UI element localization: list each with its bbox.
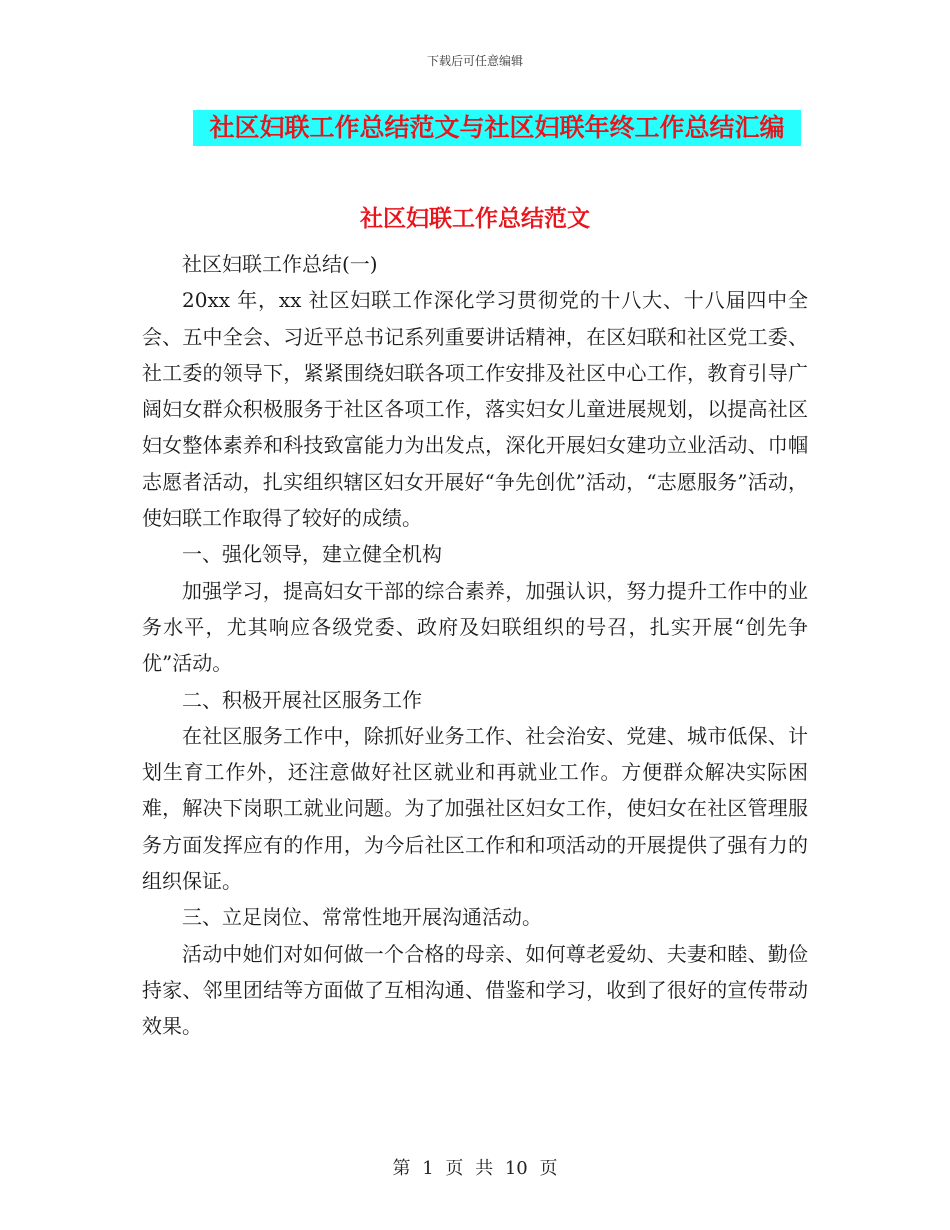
- page-footer: 第 1 页 共 10 页: [392, 1158, 558, 1179]
- paragraph: 活动中她们对如何做一个合格的母亲、如何尊老爱幼、夫妻和睦、勤俭持家、邻里团结等方面做了互相沟通、借鉴和学习，收到了很好的宣传带动效果。: [142, 941, 808, 1039]
- paragraph: 在社区服务工作中，除抓好业务工作、社会治安、党建、城市低保、计划生育工作外，还注意做好社区就业和再就业工作。方便群众解决实际困难，解决下岗职工就业问题。为了加强社区妇女工作，使妇女在社区管理服务方面发挥应有的作用，为今后社区工作和和项活动的开展提供了强有力的组织保证。: [142, 723, 808, 894]
- header-note: 下载后可任意编辑: [426, 54, 523, 68]
- document-body: [142, 246, 808, 1045]
- paragraph: 加强学习，提高妇女干部的综合素养，加强认识，努力提升工作中的业务水平，尤其响应各级党委、政府及妇联组织的号召，扎实开展“创先争优”活动。: [142, 578, 808, 676]
- main-title: 社区妇联工作总结范文与社区妇联年终工作总结汇编: [193, 110, 801, 146]
- subheading: 二、积极开展社区服务工作: [182, 687, 422, 712]
- subheading: 社区妇联工作总结(一): [182, 252, 378, 276]
- paragraph: 20xx 年，xx 社区妇联工作深化学习贯彻党的十八大、十八届四中全会、五中全会、习近平总书记系列重要讲话精神，在区妇联和社区党工委、社工委的领导下，紧紧围绕妇联各项工作安排及社区中心工作，教育引导广阔妇女群众积极服务于社区各项工作，落实妇女儿童进展规划，以提高社区妇女整体素养和科技致富能力为出发点，深化开展妇女建功立业活动、巾帼志愿者活动，扎实组织辖区妇女开展好“争先创优”活动，“志愿服务”活动，使妇联工作取得了较好的成绩。: [142, 288, 808, 531]
- section-title: 社区妇联工作总结范文: [360, 205, 590, 232]
- subheading: 一、强化领导，建立健全机构: [182, 542, 442, 567]
- subheading: 三、立足岗位、常常性地开展沟通活动。: [182, 905, 542, 930]
